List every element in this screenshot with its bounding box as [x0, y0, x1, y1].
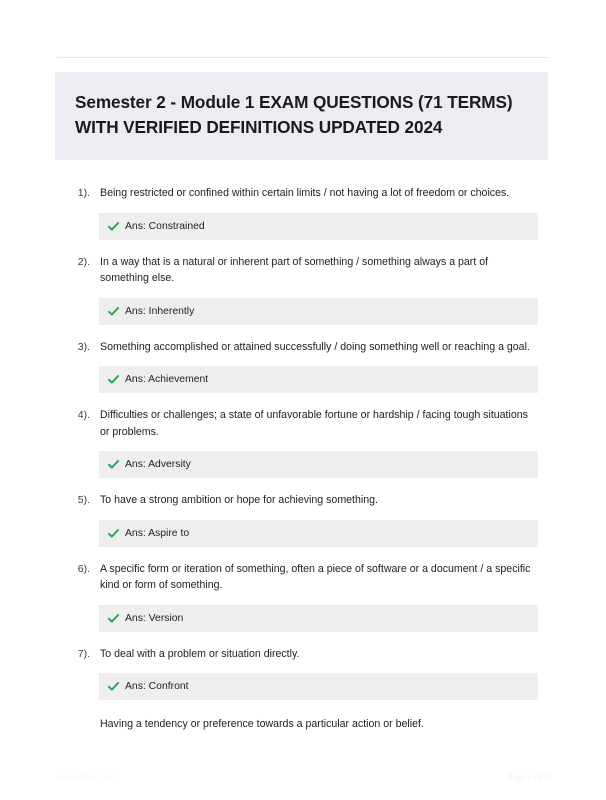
question-item: [0, 561, 606, 632]
question-number: 4).: [77, 409, 90, 421]
question-item-truncated: [0, 716, 606, 733]
answer-text: Ans: Adversity: [125, 459, 191, 470]
answer-text: Ans: Constrained: [125, 220, 205, 232]
question-text: Having a tendency or preference towards a particular action or belief.: [100, 718, 424, 730]
question-item: [0, 339, 606, 394]
question-text: In a way that is a natural or inherent part of something / something always a part of something else.: [100, 255, 489, 284]
question-number: 2).: [77, 255, 90, 268]
answer-text: Ans: Version: [125, 612, 184, 624]
answer-text: Ans: Achievement: [125, 374, 209, 385]
footer-page-number: Page 1 of 9: [507, 772, 549, 782]
document-title-block: [55, 72, 548, 160]
page-footer: [0, 770, 606, 786]
green-check-icon: [108, 613, 119, 624]
question-number: 7).: [77, 647, 90, 660]
header-divider: [57, 57, 548, 58]
question-item: [0, 492, 606, 547]
answer-box: [99, 605, 538, 632]
question-number: 6).: [77, 562, 90, 575]
answer-box: [99, 213, 538, 240]
answer-text: Ans: Confront: [125, 681, 189, 692]
green-check-icon: [108, 221, 119, 232]
question-item: [0, 185, 606, 240]
answer-box: [99, 451, 538, 478]
question-number: 3).: [77, 340, 90, 353]
green-check-icon: [108, 528, 119, 539]
question-item: [0, 407, 606, 478]
question-text: A specific form or iteration of something, often a piece of software or a document / a specific kind or form of something.: [100, 562, 531, 591]
question-item: [0, 254, 606, 325]
page-title: Semester 2 - Module 1 EXAM QUESTIONS (71 TERMS) WITH VERIFIED DEFINITIONS UPDATED 2024: [75, 92, 513, 137]
answer-box: [99, 366, 538, 393]
question-text: Something accomplished or attained successfully / doing something well or reaching a goal.: [100, 340, 530, 353]
question-text: Difficulties or challenges; a state of unfavorable fortune or hardship / facing tough situations or problems.: [100, 409, 528, 438]
answer-box: [99, 673, 538, 700]
question-number: 1).: [77, 187, 90, 199]
question-item: [0, 646, 606, 701]
answer-box: [99, 298, 538, 325]
question-text: To deal with a problem or situation directly.: [100, 647, 300, 660]
green-check-icon: [108, 306, 119, 317]
answer-text: Ans: Inherently: [125, 305, 195, 317]
question-text: To have a strong ambition or hope for achieving something.: [100, 494, 378, 506]
green-check-icon: [108, 374, 119, 385]
question-number: 5).: [77, 494, 90, 506]
green-check-icon: [108, 681, 119, 692]
answer-box: [99, 520, 538, 547]
footer-brand-watermark: PaperStitic.com: [57, 772, 118, 782]
green-check-icon: [108, 459, 119, 470]
question-list: [0, 185, 606, 747]
question-text: Being restricted or confined within certain limits / not having a lot of freedom or choices.: [100, 187, 510, 199]
answer-text: Ans: Aspire to: [125, 527, 190, 539]
